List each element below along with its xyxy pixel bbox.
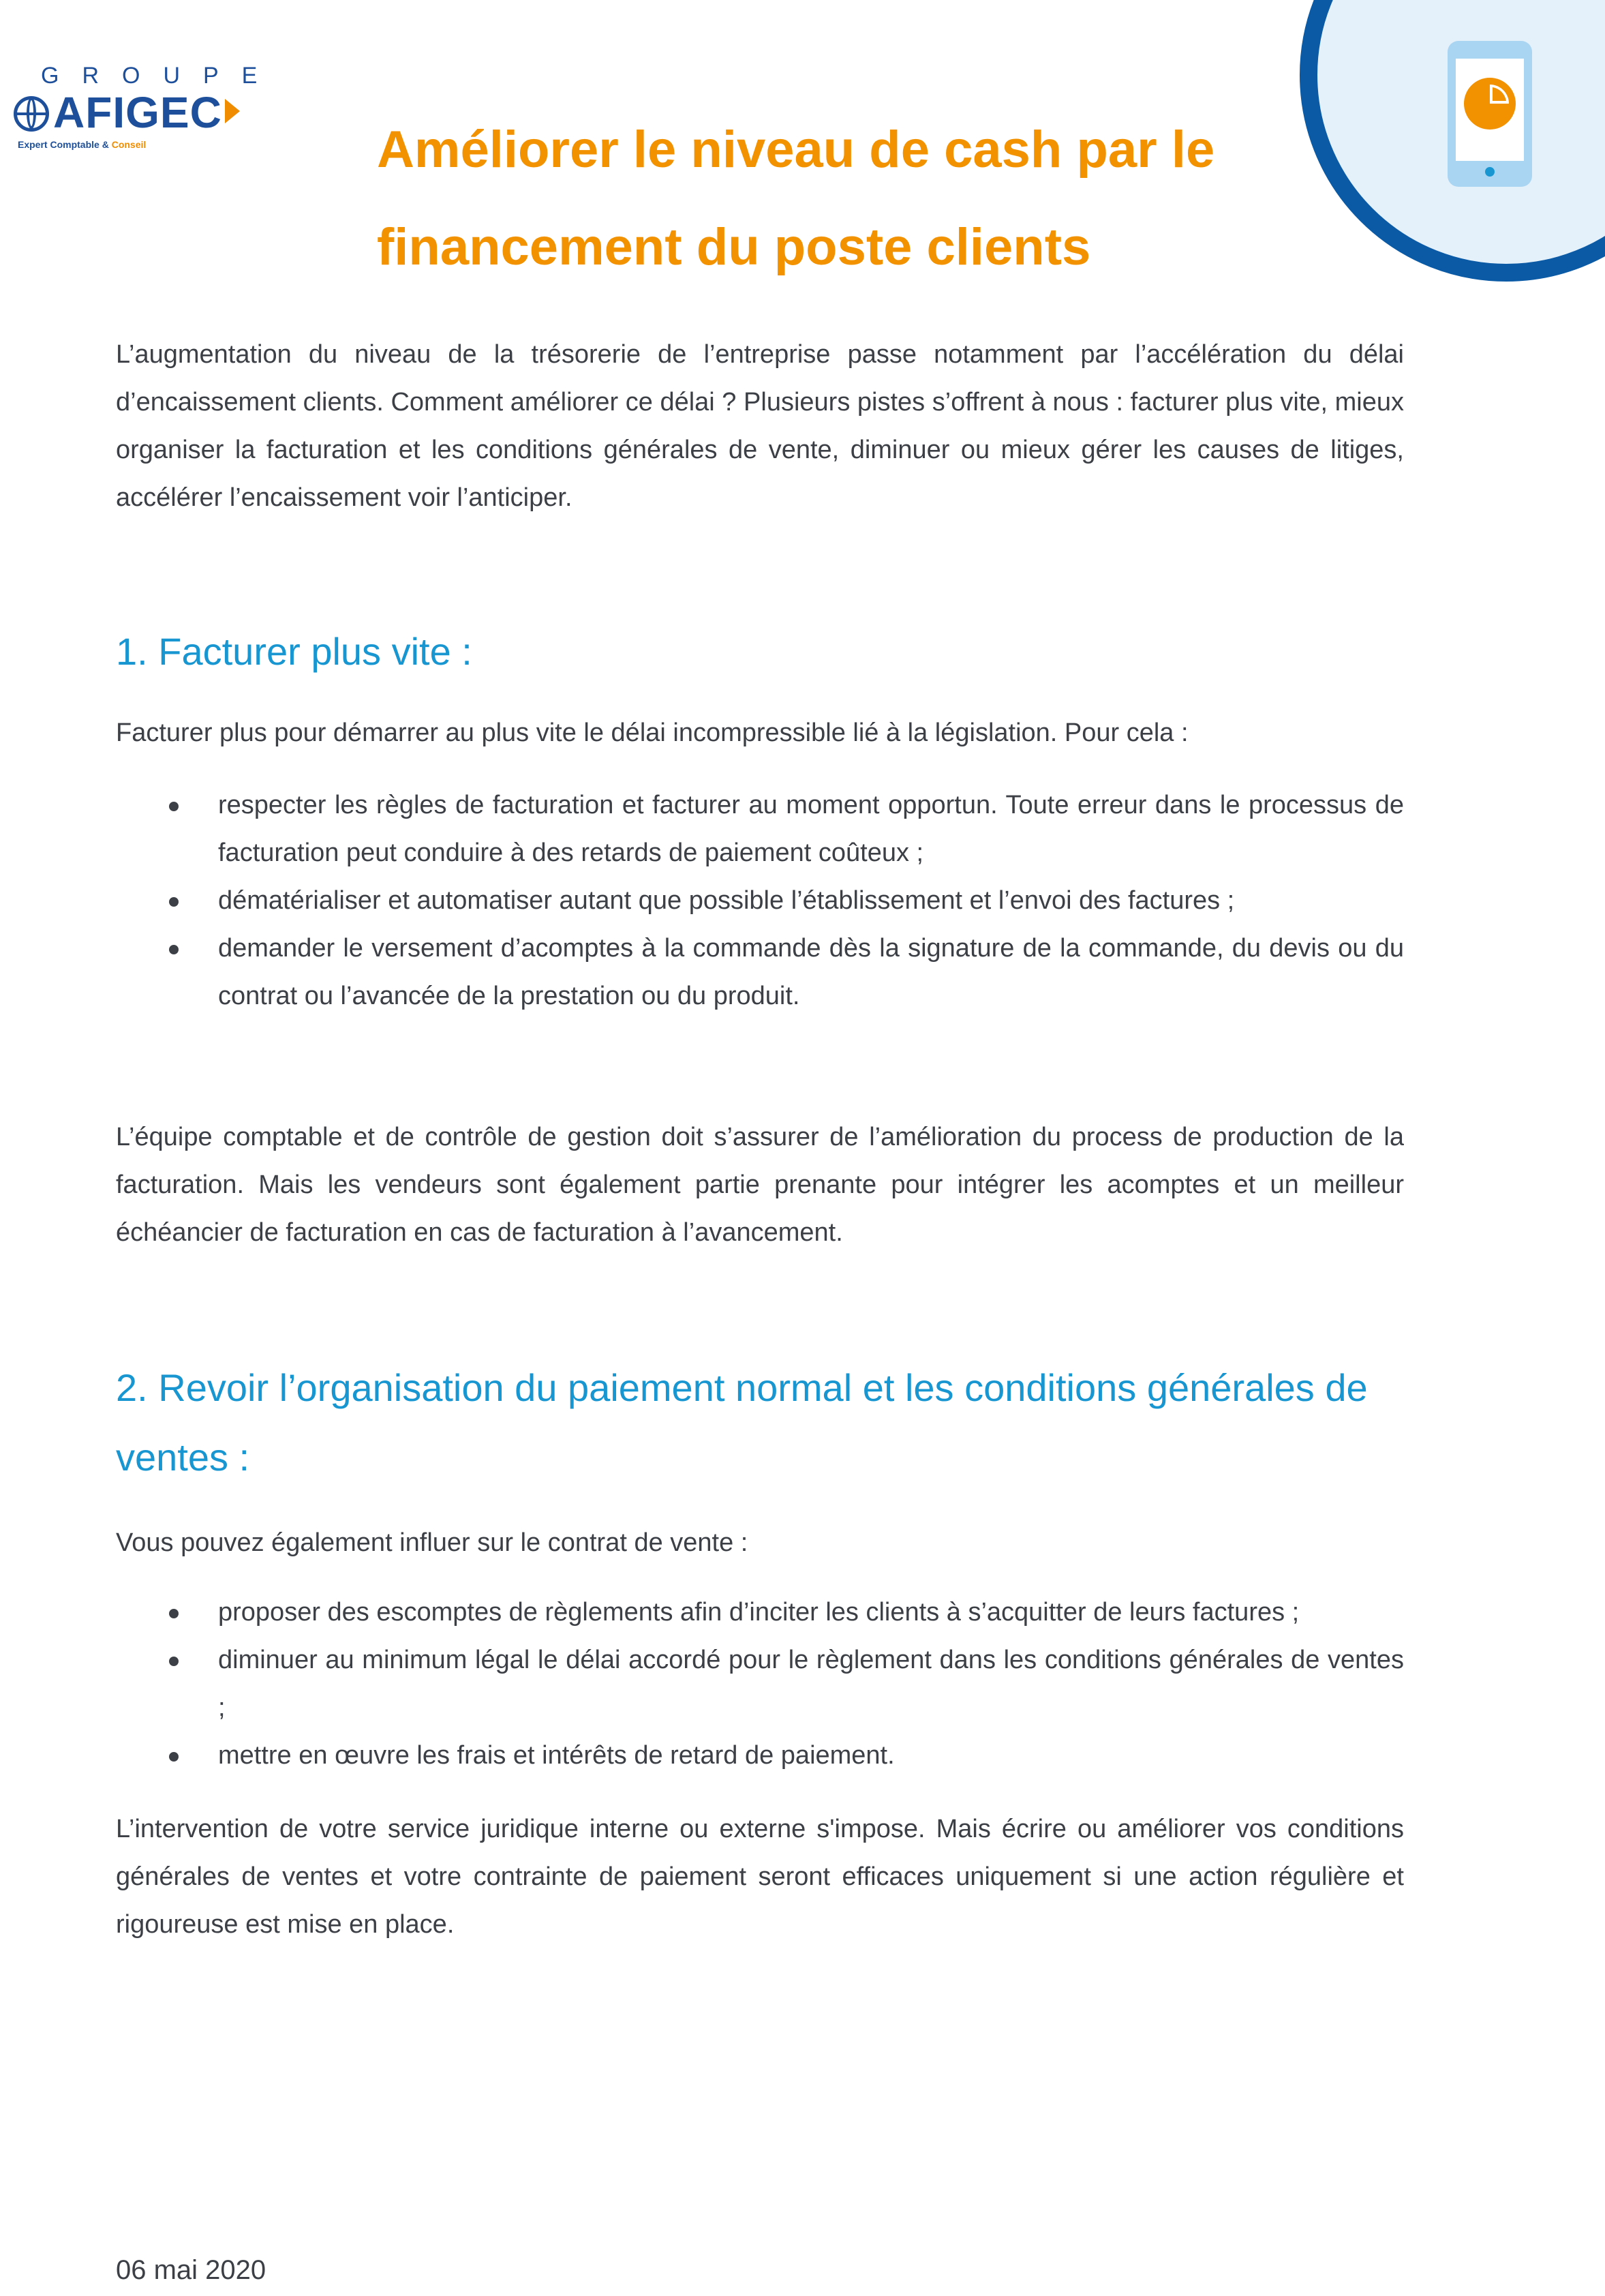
pie-chart-icon: [1464, 78, 1516, 130]
intro-paragraph: L’augmentation du niveau de la trésorerie de l’entreprise passe notamment par l’accélération du délai d’encaissement clients. Comment améliorer ce délai ? Plusieurs pistes s’offrent à nous : facturer plus vite, mieux organiser la facturation et les conditions générales de vente, diminuer ou mieux gérer les causes de litiges, accélérer l’encaissement voir l’anticiper.: [116, 340, 1404, 512]
section-2-lead: Vous pouvez également influer sur le contrat de vente :: [116, 1528, 748, 1557]
logo-name: AFIGEC: [53, 88, 222, 137]
list-item: mettre en œuvre les frais et intérêts de retard de paiement.: [116, 1732, 1404, 1779]
corner-decoration: [1281, 0, 1605, 348]
arrow-icon: [225, 99, 240, 123]
logo-tagline: [18, 139, 146, 150]
page-title: Améliorer le niveau de cash par le financement du poste clients: [377, 121, 1215, 276]
section-2-list: [116, 1588, 1404, 1779]
logo-groupe-text: GROUPE: [41, 63, 281, 89]
afigec-logo: [14, 63, 293, 165]
list-item: respecter les règles de facturation et facturer au moment opportun. Toute erreur dans le processus de facturation peut conduire à des retards de paiement coûteux ;: [116, 781, 1404, 877]
section-1-closing: L’équipe comptable et de contrôle de gestion doit s’assurer de l’amélioration du process de production de la facturation. Mais les vendeurs sont également partie prenante pour intégrer les acomptes et un meilleur échéancier de facturation en cas de facturation à l’avancement.: [116, 1123, 1404, 1247]
section-1-heading: 1. Facturer plus vite :: [116, 630, 472, 673]
section-2-closing: L’intervention de votre service juridique interne ou externe s'impose. Mais écrire ou améliorer vos conditions générales de ventes et votre contrainte de paiement seront efficaces uniquement si une action régulière et rigoureuse est mise en place.: [116, 1815, 1404, 1939]
section-2-heading: 2. Revoir l’organisation du paiement normal et les conditions générales de ventes :: [116, 1366, 1368, 1479]
logo-wordmark: [14, 87, 240, 138]
logo-tagline-accent: Conseil: [111, 139, 147, 150]
publication-date: 06 mai 2020: [116, 2255, 266, 2285]
globe-icon: [14, 96, 49, 132]
list-item: diminuer au minimum légal le délai accordé pour le règlement dans les conditions générales de ventes ;: [116, 1636, 1404, 1732]
logo-tagline-main: Expert Comptable &: [18, 139, 112, 150]
section-1-lead: Facturer plus pour démarrer au plus vite le délai incompressible lié à la législation. Pour cela :: [116, 719, 1189, 747]
section-1-list: [116, 781, 1404, 1020]
list-item: dématérialiser et automatiser autant que possible l’établissement et l’envoi des factures ;: [116, 877, 1404, 924]
list-item: proposer des escomptes de règlements afin d’inciter les clients à s’acquitter de leurs factures ;: [116, 1588, 1404, 1636]
list-item: demander le versement d’acomptes à la commande dès la signature de la commande, du devis ou du contrat ou l’avancée de la prestation ou du produit.: [116, 924, 1404, 1020]
